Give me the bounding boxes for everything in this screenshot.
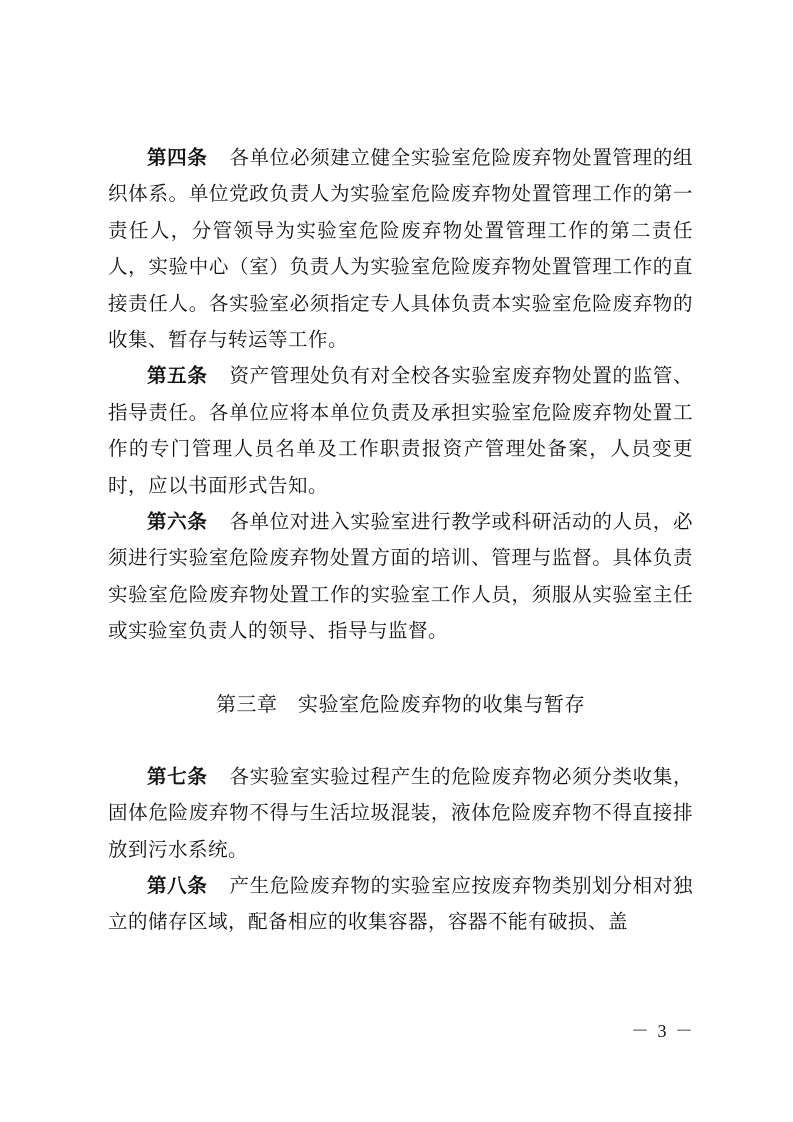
article-4 xyxy=(108,140,693,358)
article-text: 各单位对进入实验室进行教学或科研活动的人员，必须进行实验室危险废弃物处置方面的培训、管理与监督。具体负责实验室危险废弃物处置工作的实验室工作人员，须服从实验室主任或实验室负责人的领导、指导与监督。 xyxy=(108,510,693,643)
article-label: 第七条 xyxy=(147,764,208,788)
article-label: 第八条 xyxy=(147,873,208,897)
article-text: 各实验室实验过程产生的危险废弃物必须分类收集，固体危险废弃物不得与生活垃圾混装，液体危险废弃物不得直接排放到污水系统。 xyxy=(108,764,693,861)
article-label: 第四条 xyxy=(147,146,208,169)
article-8 xyxy=(108,868,693,941)
page-content xyxy=(108,140,693,941)
article-7 xyxy=(108,759,693,868)
article-text: 资产管理处负有对全校各实验室废弃物处置的监管、指导责任。各单位应将本单位负责及承担实验室危险废弃物处置工作的专门管理人员名单及工作职责报资产管理处备案，人员变更时，应以书面形式告知。 xyxy=(108,364,693,497)
article-text: 各单位必须建立健全实验室危险废弃物处置管理的组织体系。单位党政负责人为实验室危险废弃物处置管理工作的第一责任人，分管领导为实验室危险废弃物处置管理工作的第二责任人，实验中心（室）负责人为实验室危险废弃物处置管理工作的直接责任人。各实验室必须指定专人具体负责本实验室危险废弃物的收集、暂存与转运等工作。 xyxy=(108,146,693,352)
article-label: 第五条 xyxy=(147,364,208,388)
article-6 xyxy=(108,504,693,650)
chapter-title: 第三章 实验室危险废弃物的收集与暂存 xyxy=(216,691,585,716)
article-label: 第六条 xyxy=(147,510,208,534)
page-number: － 3 － xyxy=(631,1021,695,1041)
article-5 xyxy=(108,358,693,504)
article-text: 产生危险废弃物的实验室应按废弃物类别划分相对独立的储存区域，配备相应的收集容器，容器不能有破损、盖 xyxy=(108,873,693,934)
